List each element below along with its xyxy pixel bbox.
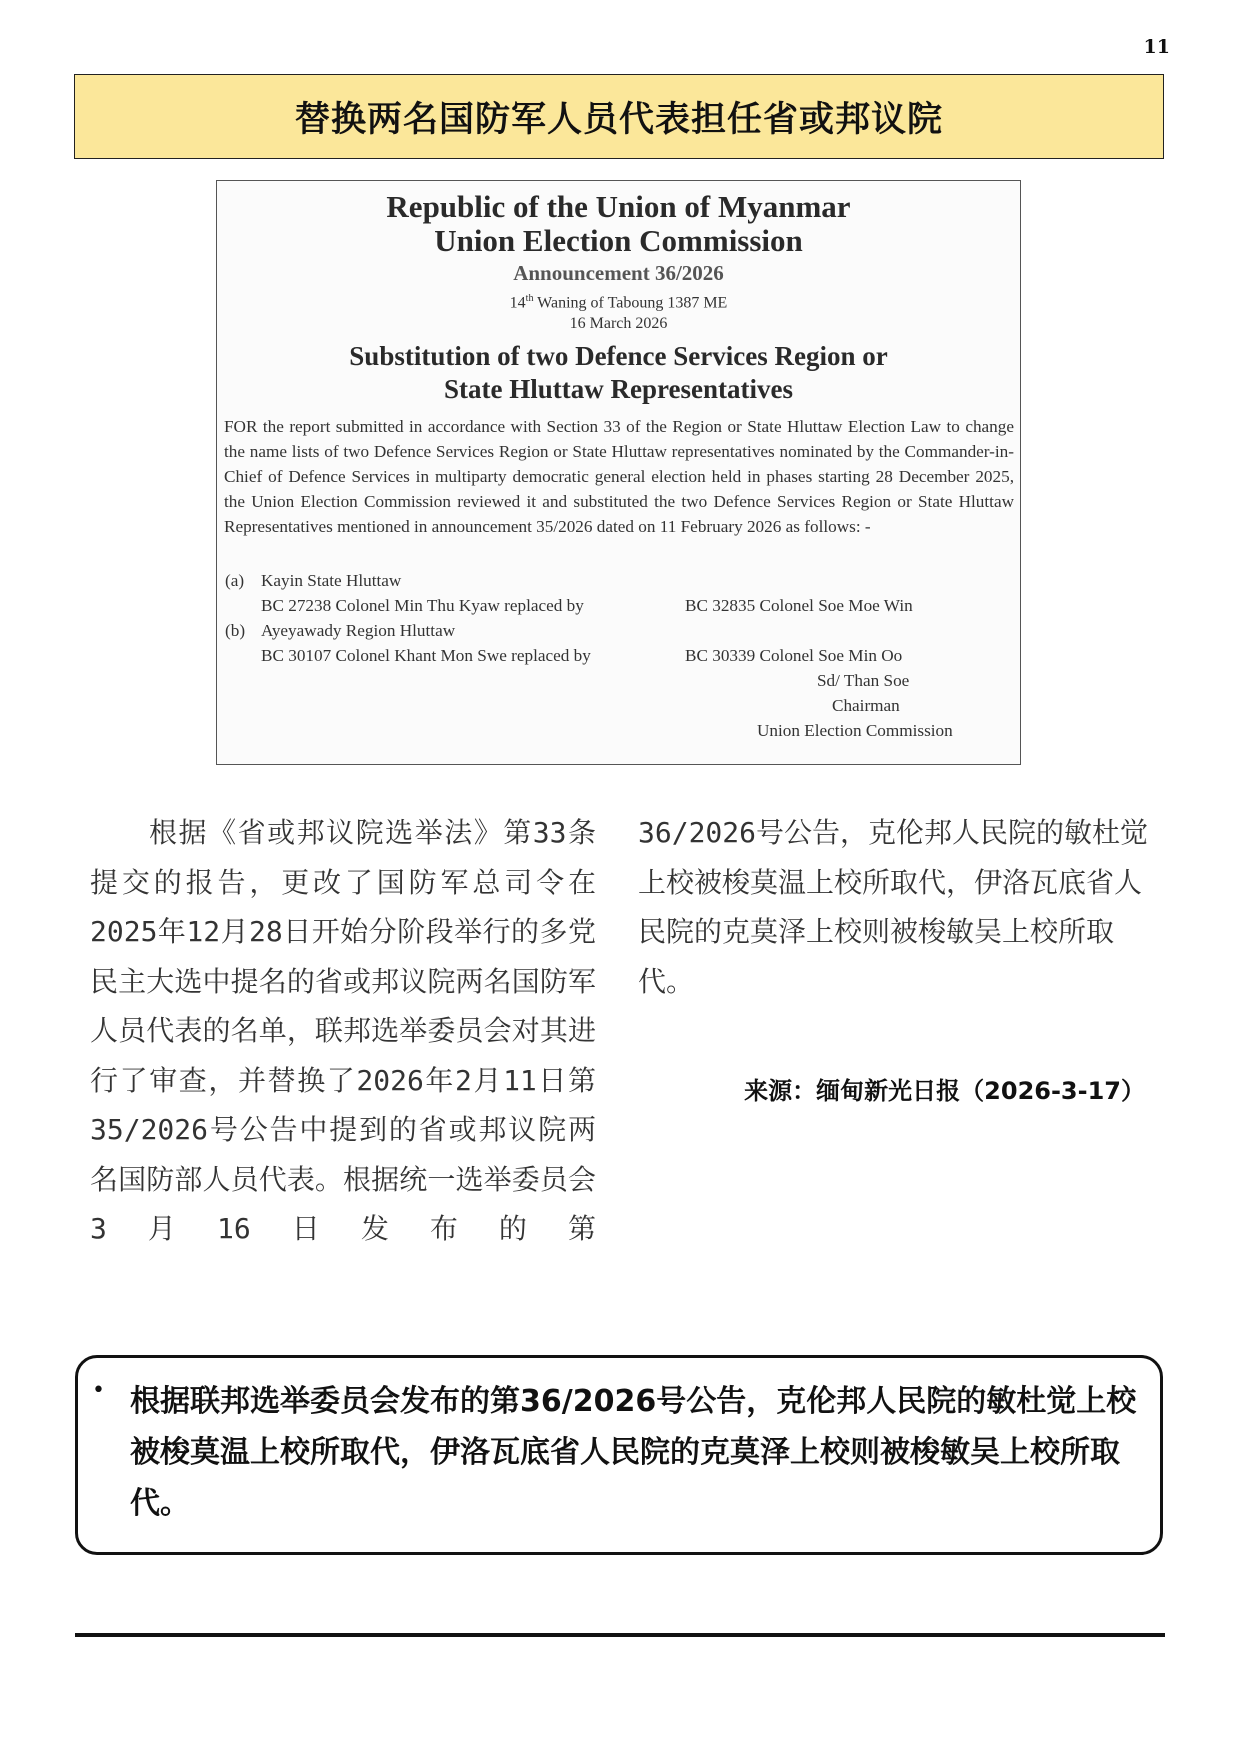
announcement-image xyxy=(216,180,1021,765)
notice-subject-line2: State Hluttaw Representatives xyxy=(444,374,793,404)
notice-body: FOR the report submitted in accordance with Section 33 of the Region or State Hluttaw Election Law to change the name lists of two Defence Services Region or State Hluttaw representatives nominated by the Commander-in-Chief of Defence Services in multiparty democratic general election held in phases starting 28 December 2025, the Union Election Commission reviewed it and substituted the two Defence Services Region or State Hluttaw Representatives mentioned in announcement 35/2026 dated on 11 February 2026 as follows: - xyxy=(224,417,1014,536)
summary-box xyxy=(75,1355,1163,1555)
page-title: 替换两名国防军人员代表担任省或邦议院 xyxy=(74,74,1164,159)
summary-text: 根据联邦选举委员会发布的第36/2026号公告，克伦邦人民院的敏杜觉上校被梭莫温上校所取代，伊洛瓦底省人民院的克莫泽上校则被梭敏吴上校所取代。 xyxy=(130,1384,1137,1521)
notice-date-myanmar xyxy=(217,293,1020,312)
page-number: 11 xyxy=(1143,36,1170,58)
article-source: 来源：缅甸新光日报（2026-3-17） xyxy=(744,1077,1145,1105)
notice-heading-commission: Union Election Commission xyxy=(434,223,803,258)
notice-item-a-marker: (a) xyxy=(225,571,245,590)
notice-heading-republic: Republic of the Union of Myanmar xyxy=(386,189,851,224)
notice-date-myanmar-sup: th xyxy=(525,293,534,304)
notice-item-a-hluttaw: Kayin State Hluttaw xyxy=(261,571,402,590)
notice-item-b-hluttaw: Ayeyawady Region Hluttaw xyxy=(261,621,456,640)
notice-subject-line1: Substitution of two Defence Services Region or xyxy=(349,341,888,371)
notice-item-a-replaced: BC 27238 Colonel Min Thu Kyaw replaced by xyxy=(261,596,584,615)
notice-item-b-replaced: BC 30107 Colonel Khant Mon Swe replaced by xyxy=(261,646,591,665)
footer-divider xyxy=(75,1633,1165,1637)
notice-date-myanmar-day: 14 xyxy=(509,294,526,312)
notice-date-gregorian: 16 March 2026 xyxy=(569,315,668,332)
notice-item-a-replacement: BC 32835 Colonel Soe Moe Win xyxy=(685,596,913,615)
notice-announcement-number: Announcement 36/2026 xyxy=(513,261,724,285)
notice-signature: Sd/ Than Soe xyxy=(817,671,910,690)
article-right-column: 36/2026号公告，克伦邦人民院的敏杜觉上校被梭莫温上校所取代，伊洛瓦底省人民院的克莫泽上校则被梭敏吴上校所取代。 xyxy=(638,816,1149,998)
summary-bullet: • xyxy=(92,1378,105,1403)
notice-item-b-marker: (b) xyxy=(225,621,246,640)
notice-date-myanmar-rest: Waning of Taboung 1387 ME xyxy=(533,294,728,312)
notice-item-b-replacement: BC 30339 Colonel Soe Min Oo xyxy=(685,646,903,665)
notice-signatory-org: Union Election Commission xyxy=(757,721,953,740)
notice-signatory-title: Chairman xyxy=(832,696,900,715)
article-left-column: 根据《省或邦议院选举法》第33条提交的报告，更改了国防军总司令在2025年12月28日开始分阶段举行的多党民主大选中提名的省或邦议院两名国防军人员代表的名单，联邦选举委员会对其进行了审查，并替换了2026年2月11日第35/2026号公告中提到的省或邦议院两名国防部人员代表。根据统一选举委员会3月16日发布的第 xyxy=(90,816,596,1245)
